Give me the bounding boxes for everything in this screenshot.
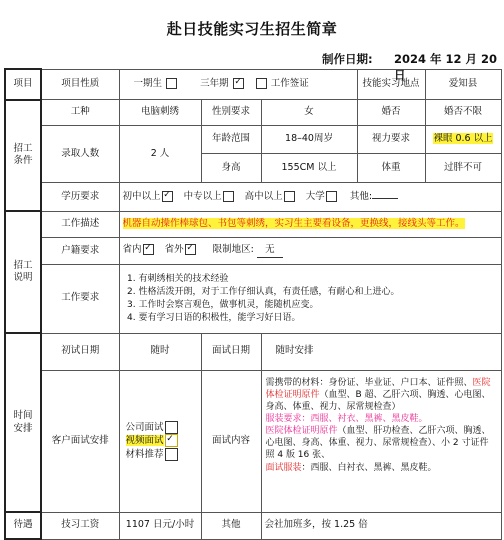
interview-option [126,421,198,435]
interview-date-label: 面试日期 [201,333,261,370]
restricted-area-value: 无 [257,244,283,258]
job-value: 电脑刺绣 [119,100,201,126]
section-text: 时间 安排 [13,410,33,434]
checkbox-one-term[interactable] [166,78,177,89]
section-text: 招工 说明 [13,259,33,284]
materials-intro: 需携带的材料：身份证、毕业证、户口本、证件照、 [265,377,473,388]
location-value: 爱知县 [425,69,501,100]
checkbox-in-province[interactable] [143,244,154,255]
description-section-label [5,211,41,333]
option-label: 工作签证 [270,77,309,89]
first-date-label: 初试日期 [41,333,119,370]
education-options [119,183,501,211]
option-label: 大学 [305,190,325,202]
option-label: 公司面试 [125,421,164,433]
vision-value-cell [425,126,501,153]
project-nature-label: 项目性质 [41,69,119,100]
gender-value: 女 [261,100,357,126]
first-date-value: 随时 [119,333,201,370]
hire-count-value: 2 人 [119,126,201,183]
checkbox-three-year[interactable] [233,78,244,89]
job-label: 工种 [41,100,119,126]
marriage-label: 婚否 [357,100,425,126]
schedule-detail-row [5,370,501,512]
age-label: 年龄范围 [201,126,261,153]
gender-label: 性别要求 [201,100,261,126]
checkbox-material-recommend[interactable] [165,448,178,461]
conditions-section-label [5,100,41,212]
project-section-label: 项目 [5,69,41,100]
checkbox-out-province[interactable] [185,244,196,255]
option-label: 省外 [164,244,184,256]
option-label: 一期生 [133,77,163,89]
wage-label: 技习工资 [41,512,119,539]
other-label: 其他 [201,512,261,539]
requirement-item: 2. 性格活泼开朗，对于工作仔细认真，有责任感，有耐心和上进心。 [139,286,498,299]
checkbox-video-interview[interactable] [165,434,178,447]
hukou-options [119,238,501,264]
interview-option [126,434,198,448]
document-title: 赴日技能实习生招生简章 [166,20,338,38]
hire-count-label: 录取人数 [41,126,119,183]
education-label: 学历要求 [41,183,119,211]
clothing-requirement: 服装要求：西服、衬衣、黑裤、黑皮鞋。 [265,413,428,424]
requirements-label: 工作要求 [41,264,119,333]
requirement-item: 4. 要有学习日语的积极性，能学习好日语。 [139,312,498,325]
medical-cert-detail-2: （血型、肝功检查、乙肝六项、胸透、心电图、身高、体重、视力、尿常规检查）、小 2 寸证件照 4 版 16 张、 [265,426,491,461]
weight-label: 体重 [357,153,425,183]
vision-label: 视力要求 [357,126,425,153]
checkbox-work-visa[interactable] [256,78,267,89]
medical-cert-label: 医院体检证明原件 [265,377,491,400]
recruitment-table [4,68,502,540]
interview-content-label: 面试内容 [201,370,261,512]
hukou-label: 户籍要求 [41,238,119,264]
requirements-row [5,264,501,333]
work-desc-row [5,211,501,237]
project-nature-options [119,69,357,100]
checkbox-junior-high[interactable] [162,191,173,202]
checkbox-university[interactable] [326,191,337,202]
wage-value: 1107 日元/小时 [119,512,201,539]
education-other-field[interactable] [372,198,398,199]
benefits-section-label: 待遇 [5,512,41,539]
work-desc-value: 机器自动操作棒球包、书包等刺绣，实习生主要看设备，更换线，接线头等工作。 [122,218,465,230]
height-value: 155CM 以上 [261,153,357,183]
medical-cert-detail: （血型、B 超、乙肝六项、胸透、心电图、身高、体重、视力、尿常规检查） [265,389,491,412]
checkbox-vocational[interactable] [223,191,234,202]
education-row [5,183,501,211]
interview-date-value: 随时安排 [261,333,501,370]
medical-cert-label-2: 医院体检证明原件 [265,426,338,437]
hukou-row [5,238,501,264]
interview-options [119,370,201,512]
checkbox-high-school[interactable] [284,191,295,202]
option-label: 省内 [122,244,142,256]
requirements-cell [119,264,501,333]
restricted-area-label: 限制地区: [212,244,254,256]
option-label: 中专以上 [183,190,222,202]
materials-cell [261,370,501,512]
interview-clothing-detail: ：西服、白衬衣、黑裤、黑皮鞋。 [301,462,437,473]
other-value: 会社加班多，按 1.25 倍 [261,512,501,539]
height-label: 身高 [201,153,261,183]
section-text: 招工 条件 [13,142,33,167]
interview-clothing-label: 面试服装 [265,462,302,473]
work-desc-cell [119,211,501,237]
option-label: 三年期 [200,77,229,89]
client-arrangement-label: 客户面试安排 [41,370,119,512]
option-label: 高中以上 [244,190,283,202]
location-label: 技能实习地点 [357,69,425,100]
education-other-label: 其他: [349,190,373,202]
vision-value: 裸眼 0.6 以上 [433,133,493,145]
benefits-row [5,512,501,539]
date-label: 制作日期: [322,52,373,66]
age-value: 18–40周岁 [261,126,357,153]
requirement-item: 1. 有刺绣相关的技术经验 [139,273,498,286]
work-desc-label: 工作描述 [41,211,119,237]
requirement-item: 3. 工作时会察言观色，做事机灵，能随机应变。 [139,299,498,312]
option-label: 材料推荐 [125,449,164,461]
weight-value: 过胖不可 [425,153,501,183]
condition-row [5,126,501,153]
option-label: 初中以上 [122,190,161,202]
interview-option [126,448,198,462]
condition-row [5,100,501,126]
schedule-header-row [5,333,501,370]
marriage-value: 婚否不限 [425,100,501,126]
date-value: 2024 年 12 月 20 日 [394,52,498,82]
option-label: 视频面试 [125,435,164,447]
project-row [5,69,501,100]
schedule-section-label [5,333,41,512]
requirements-list [123,273,498,325]
checkbox-company-interview[interactable] [165,421,178,434]
